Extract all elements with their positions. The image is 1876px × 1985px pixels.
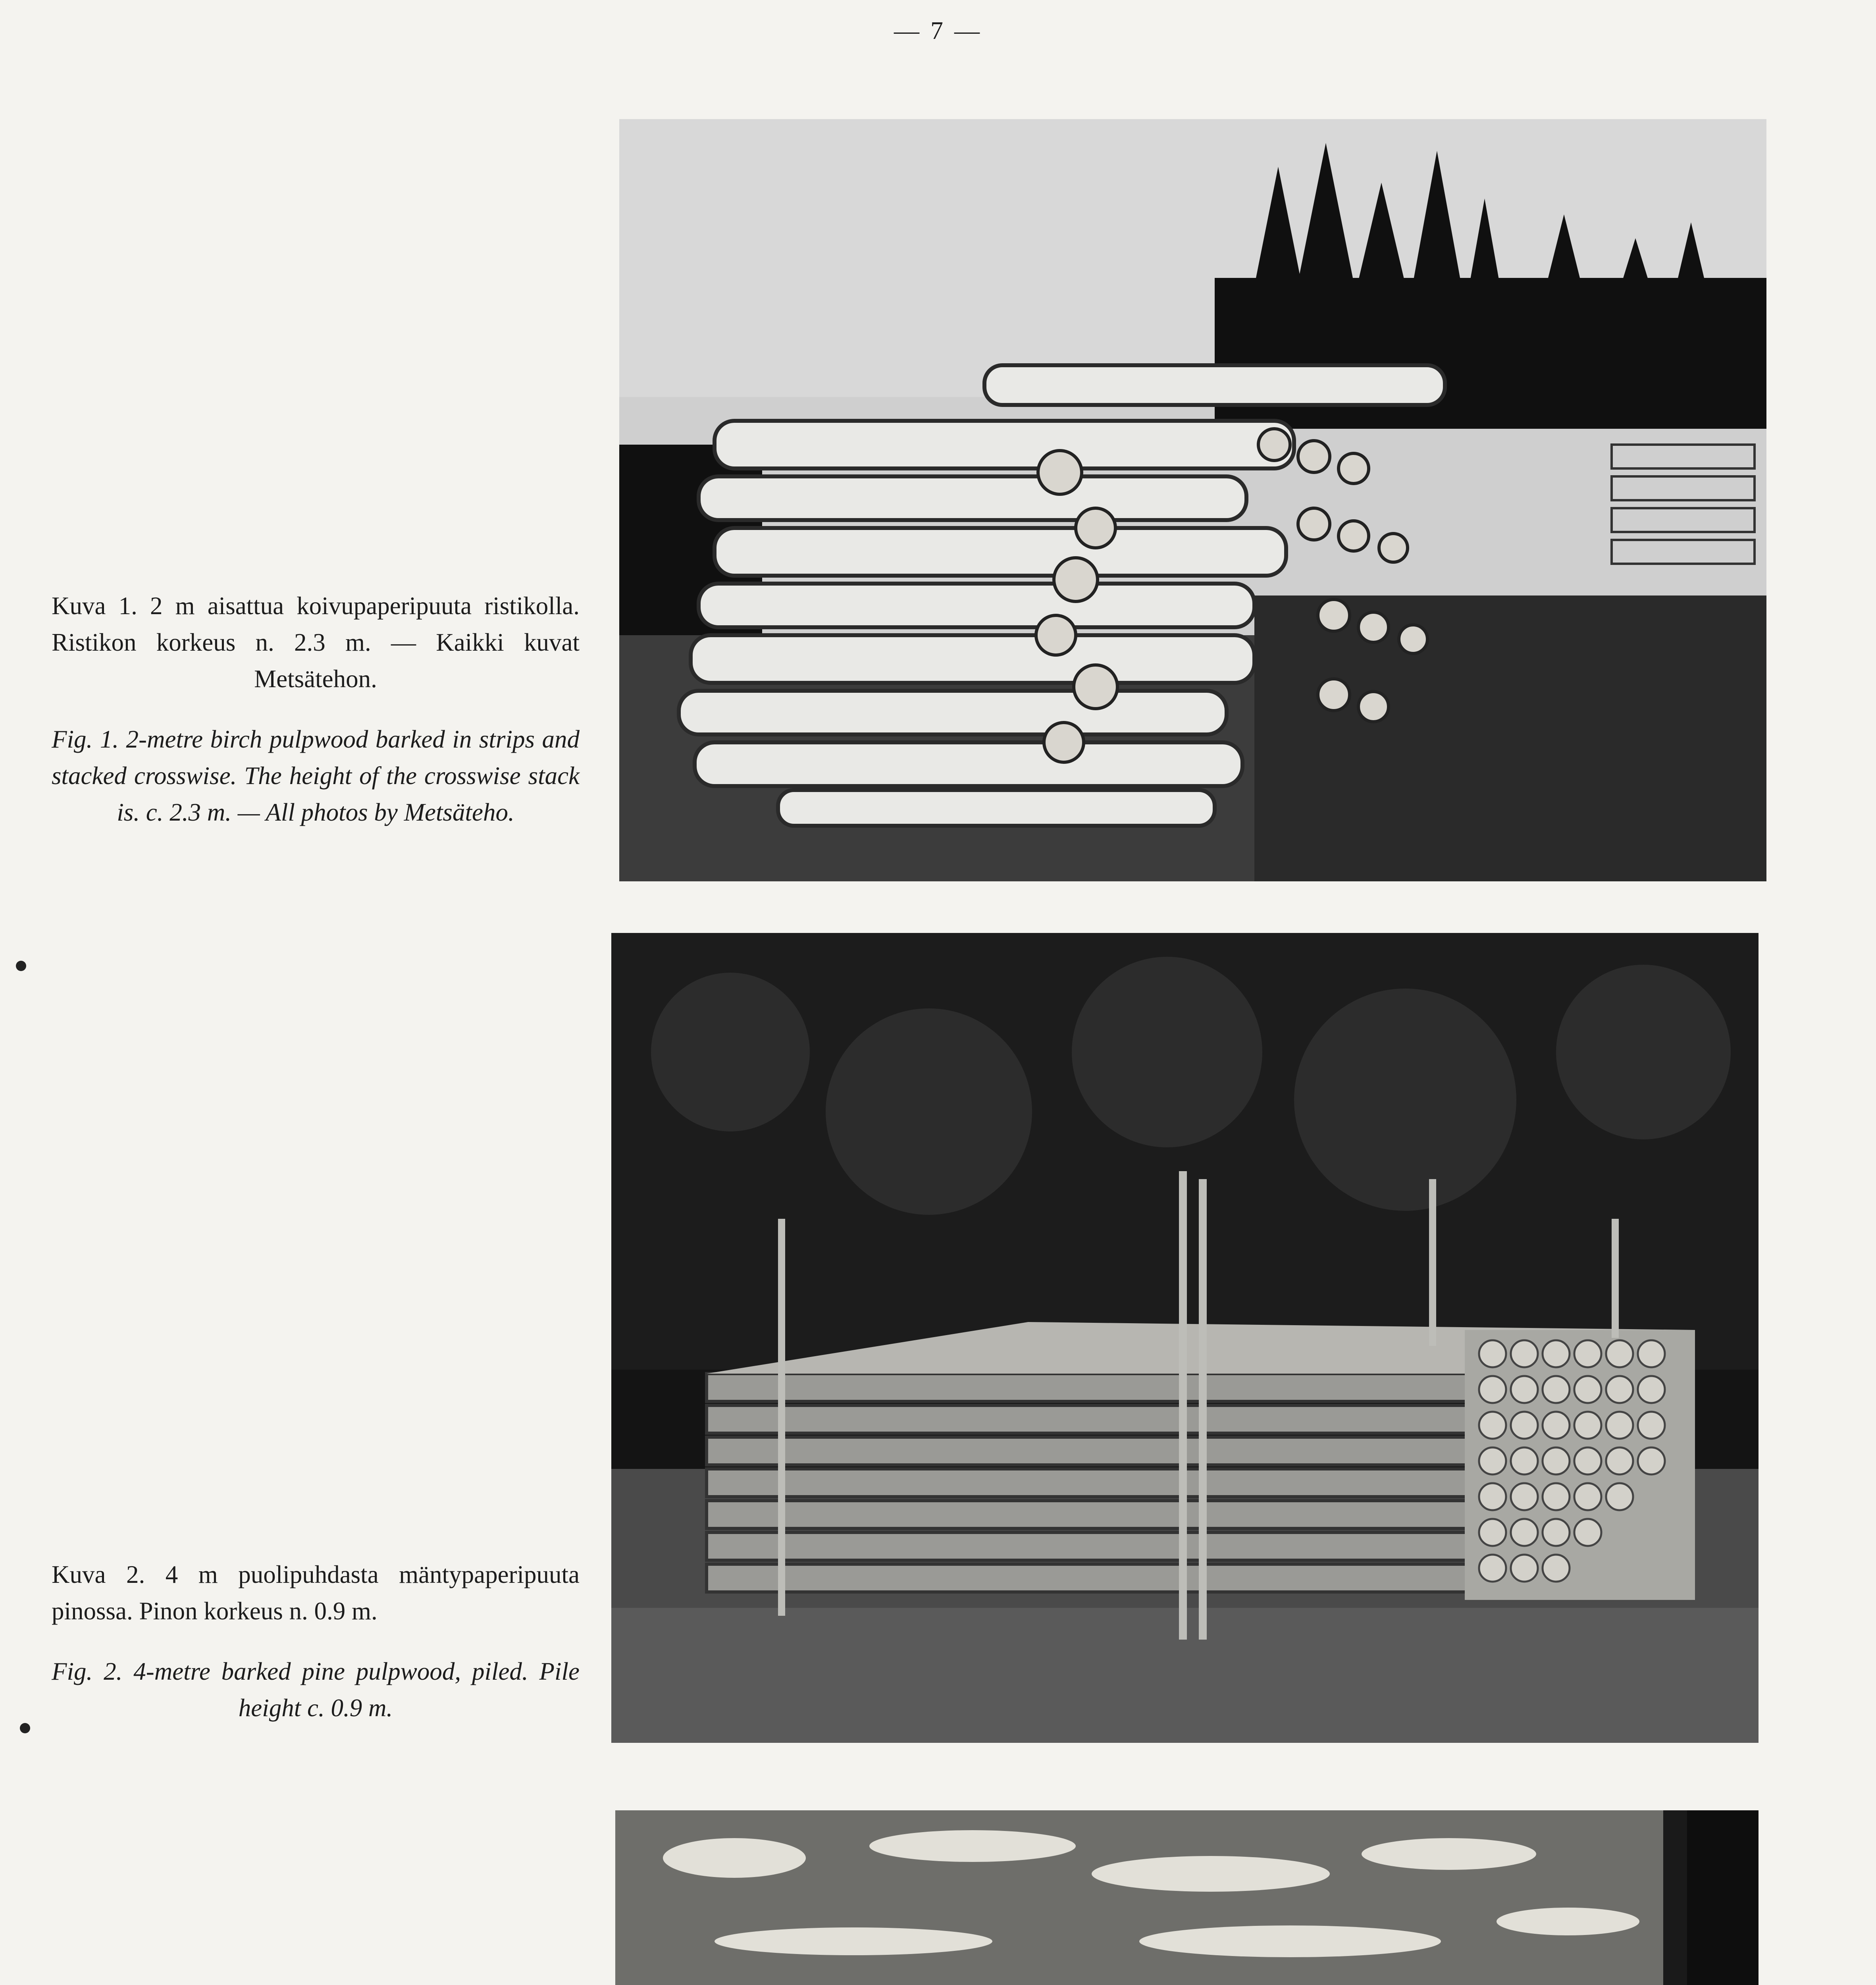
figure-2-caption-finnish: Kuva 2. 4 m puolipuhdasta mäntypaperipuuta pinossa. Pinon korkeus n. 0.9 m. (52, 1561, 580, 1625)
figure-1-caption-finnish: Kuva 1. 2 m aisattua koivupaperipuuta ristikolla. Ristikon korkeus n. 2.3 m. — Kaikki kuvat Metsätehon. (52, 592, 580, 693)
page-number: — 7 — (894, 16, 982, 44)
figure-1-caption (52, 588, 580, 831)
binding-hole-mark-top (16, 961, 26, 971)
birch-pulpwood-crosswise-stack-photo (619, 119, 1766, 881)
binding-hole-mark-bottom (20, 1723, 30, 1733)
figure-2-caption-english: Fig. 2. 4-metre barked pine pulpwood, piled. Pile height c. 0.9 m. (52, 1657, 580, 1722)
floating-marks-closeup-photo (615, 1810, 1759, 1985)
figure-1-caption-english: Fig. 1. 2-metre birch pulpwood barked in strips and stacked crosswise. The height of the crosswise stack is. c. 2.3 m. — All photos by Metsäteho. (52, 725, 580, 826)
pine-pulpwood-pile-photo (611, 933, 1759, 1743)
figure-2-caption (52, 1556, 580, 1726)
